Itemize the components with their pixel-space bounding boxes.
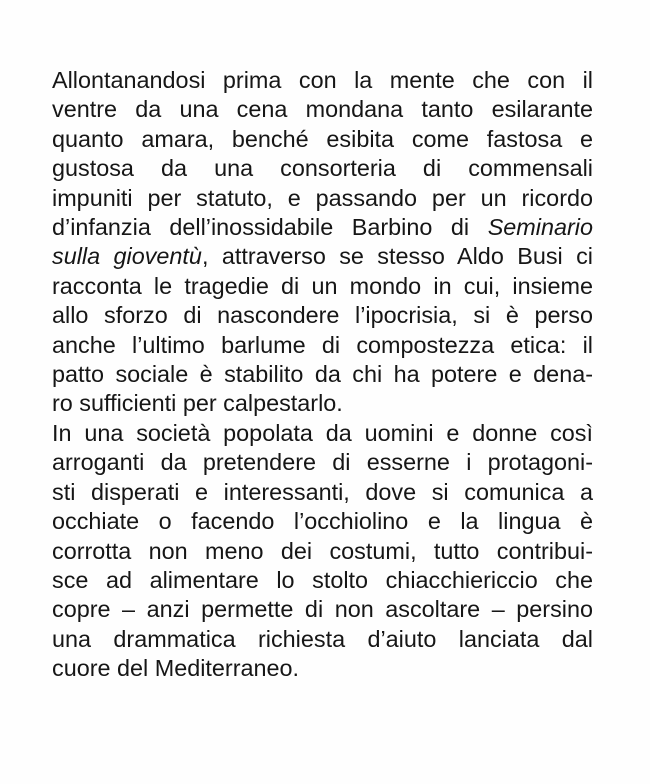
book-blurb-text — [52, 66, 593, 684]
text-line: cuore del Mediterraneo. — [52, 655, 300, 682]
text-line: Allontanandosi prima con la mente che con il — [52, 67, 593, 93]
text-line: copre – anzi permette di non ascoltare – persino — [52, 596, 593, 623]
text-line: sti disperati e interessanti, dove si comunica a — [52, 478, 593, 505]
paragraph — [52, 66, 593, 419]
text-line: ventre da una cena mondana tanto esilarante — [52, 96, 593, 123]
text-line: In una società popolata da uomini e donne così — [52, 419, 593, 446]
paragraph — [52, 419, 593, 684]
italic-title: Seminario — [487, 214, 593, 241]
italic-title: sulla gioventù — [52, 243, 202, 270]
text-line: allo sforzo di nascondere l’ipocrisia, si è perso — [52, 302, 593, 329]
text-line: d’infanzia dell’inossidabile Barbino di Seminario — [52, 214, 593, 241]
text-line: impuniti per statuto, e passando per un ricordo — [52, 184, 593, 211]
text-line: una drammatica richiesta d’aiuto lanciata dal — [52, 625, 593, 652]
text-line: sce ad alimentare lo stolto chiacchiericcio che — [52, 566, 593, 593]
text-line: arroganti da pretendere di esserne i protagoni- — [52, 449, 593, 476]
text-line: sulla gioventù, attraverso se stesso Aldo Busi ci — [52, 243, 593, 270]
text-line: gustosa da una consorteria di commensali — [52, 155, 593, 182]
text-line: anche l’ultimo barlume di compostezza etica: il — [52, 331, 593, 358]
text-line: ro sufficienti per calpestarlo. — [52, 390, 343, 417]
text-line: occhiate o facendo l’occhiolino e la lingua è — [52, 508, 593, 535]
text-line: corrotta non meno dei costumi, tutto contribui- — [52, 537, 593, 564]
text-line: quanto amara, benché esibita come fastosa e — [52, 125, 593, 152]
text-line: racconta le tragedie di un mondo in cui, insieme — [52, 272, 593, 299]
text-line: patto sociale è stabilito da chi ha potere e dena- — [52, 361, 593, 388]
